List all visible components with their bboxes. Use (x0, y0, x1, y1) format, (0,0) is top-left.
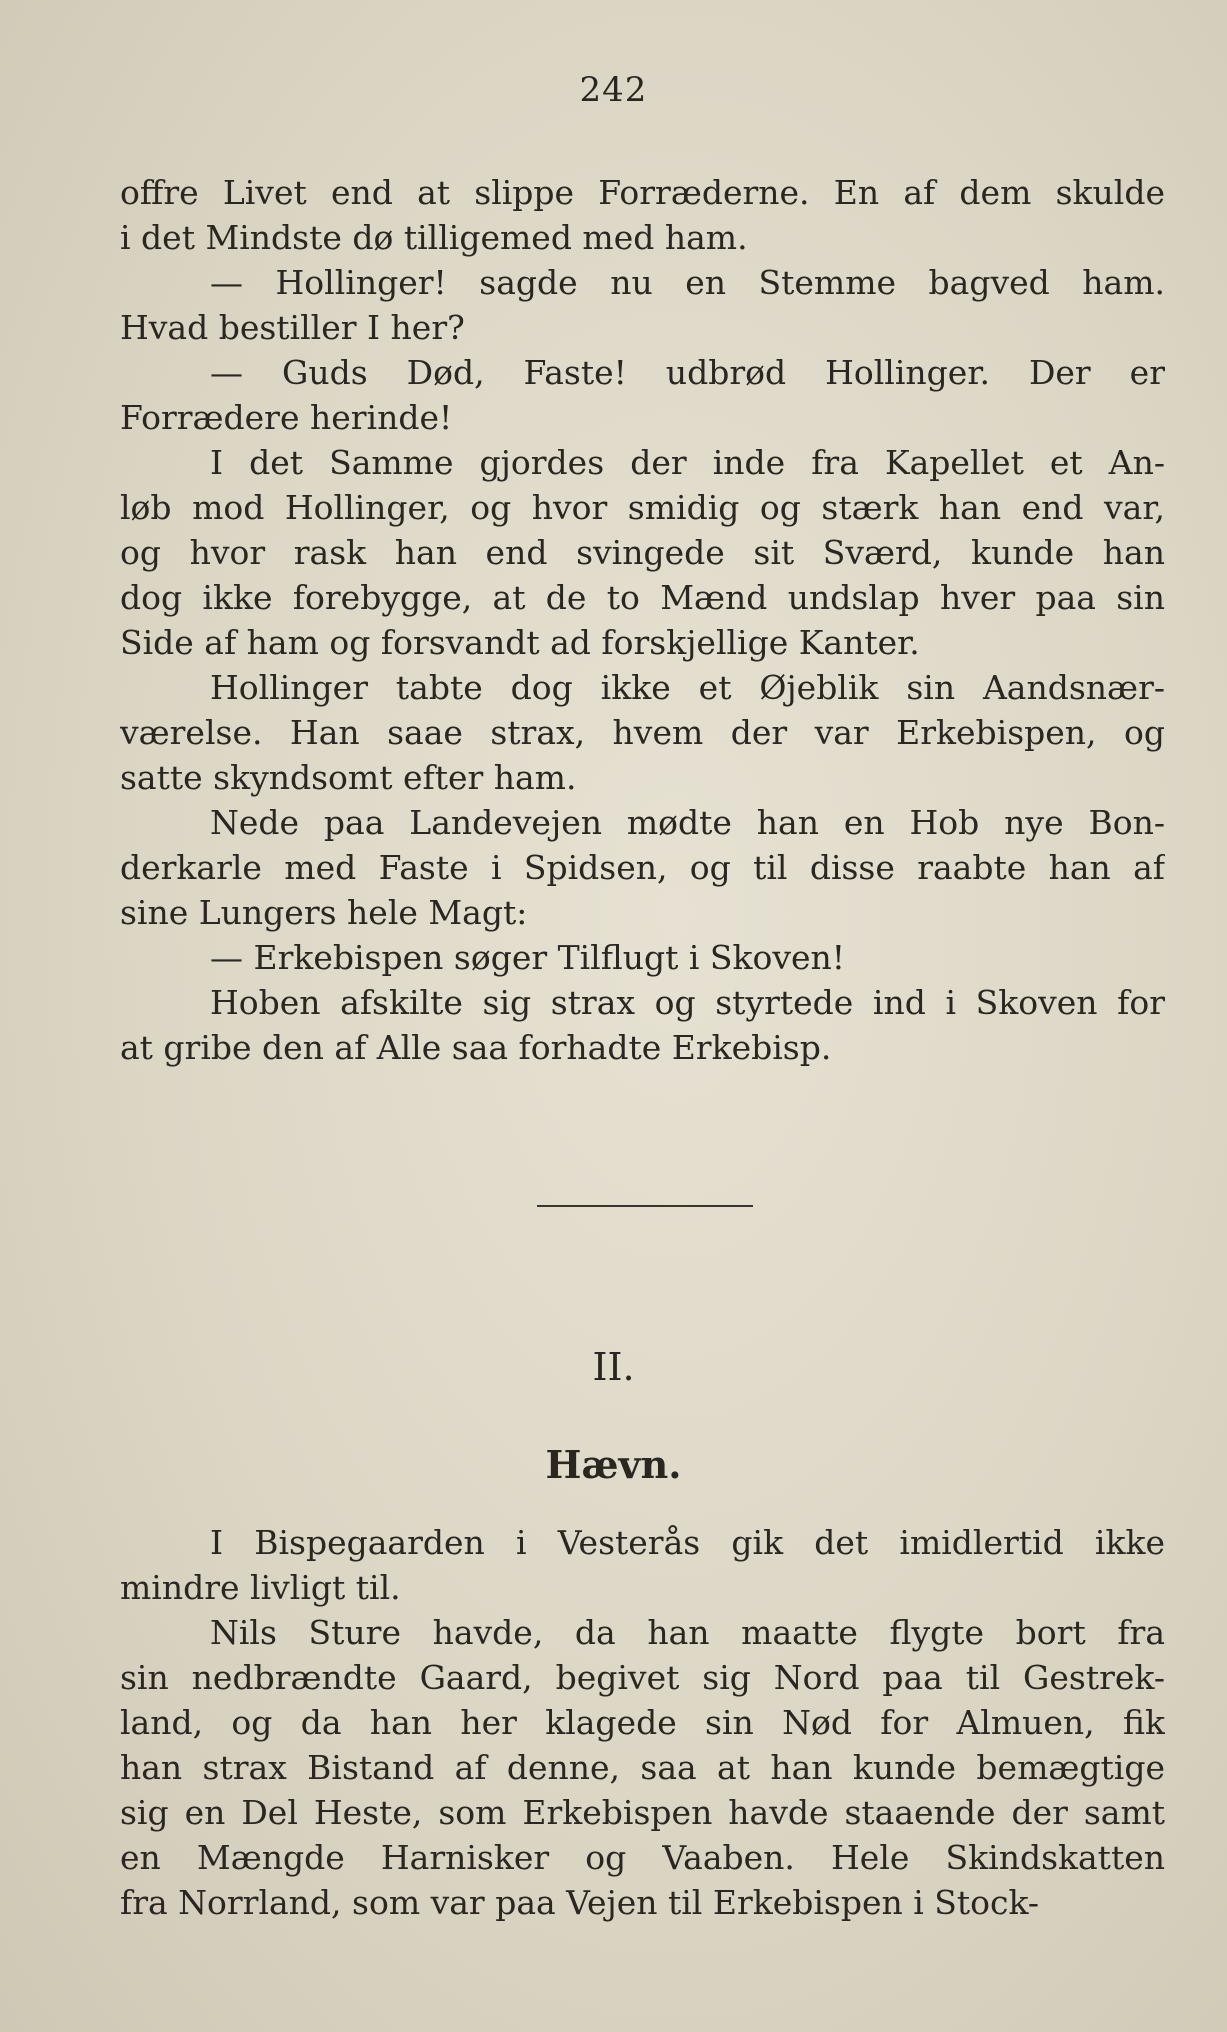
text-line: Hvad bestiller I her? (120, 308, 465, 347)
paragraph (120, 170, 1165, 260)
section-title: Hævn. (545, 1442, 682, 1487)
text-line: Side af ham og forsvandt ad forskjellige Kanter. (120, 623, 920, 662)
text-line: og hvor rask han end svingede sit Sværd, kunde han (120, 533, 1165, 572)
top-text-block (120, 170, 1165, 1070)
text-line: Hollinger tabte dog ikke et Øjeblik sin Aandsnær- (210, 668, 1165, 707)
paragraph (120, 1520, 1165, 1610)
text-line: værelse. Han saae strax, hvem der var Erkebispen, og (120, 713, 1165, 752)
paragraph (120, 935, 1165, 980)
text-line: — Erkebispen søger Tilflugt i Skoven! (210, 938, 846, 977)
text-line: sig en Del Heste, som Erkebispen havde staaende der samt (120, 1793, 1165, 1832)
text-line: en Mængde Harnisker og Vaaben. Hele Skindskatten (120, 1838, 1165, 1877)
section-numeral: II. (592, 1345, 635, 1389)
text-line: løb mod Hollinger, og hvor smidig og stærk han end var, (120, 488, 1165, 527)
section-divider (537, 1205, 753, 1207)
text-line: — Hollinger! sagde nu en Stemme bagved ham. (210, 263, 1165, 302)
text-line: fra Norrland, som var paa Vejen til Erkebispen i Stock- (120, 1883, 1040, 1922)
text-line: at gribe den af Alle saa forhadte Erkebisp. (120, 1028, 832, 1067)
text-line: i det Mindste dø tilligemed med ham. (120, 218, 748, 257)
text-line: mindre livligt til. (120, 1568, 401, 1607)
text-line: I det Samme gjordes der inde fra Kapellet et An- (210, 443, 1165, 482)
text-line: land, og da han her klagede sin Nød for Almuen, fik (120, 1703, 1165, 1742)
text-line: Hoben afskilte sig strax og styrtede ind i Skoven for (210, 983, 1165, 1022)
text-line: I Bispegaarden i Vesterås gik det imidlertid ikke (210, 1523, 1165, 1562)
text-line: Nils Sture havde, da han maatte flygte bort fra (210, 1613, 1165, 1652)
bottom-text-block (120, 1520, 1165, 1925)
text-line: Nede paa Landevejen mødte han en Hob nye Bon- (210, 803, 1165, 842)
paragraph (120, 440, 1165, 665)
paragraph (120, 665, 1165, 800)
text-line: Forrædere herinde! (120, 398, 453, 437)
paragraph (120, 800, 1165, 935)
text-line: han strax Bistand af denne, saa at han kunde bemægtige (120, 1748, 1165, 1787)
paragraph (120, 980, 1165, 1070)
paragraph (120, 260, 1165, 350)
text-line: sine Lungers hele Magt: (120, 893, 528, 932)
text-line: satte skyndsomt efter ham. (120, 758, 577, 797)
text-line: sin nedbrændte Gaard, begivet sig Nord paa til Gestrek- (120, 1658, 1165, 1697)
paragraph (120, 1610, 1165, 1925)
page-number: 242 (579, 70, 648, 110)
paragraph (120, 350, 1165, 440)
text-line: — Guds Død, Faste! udbrød Hollinger. Der er (210, 353, 1165, 392)
text-line: dog ikke forebygge, at de to Mænd undslap hver paa sin (120, 578, 1165, 617)
text-line: derkarle med Faste i Spidsen, og til disse raabte han af (120, 848, 1165, 887)
text-line: offre Livet end at slippe Forræderne. En af dem skulde (120, 173, 1165, 212)
